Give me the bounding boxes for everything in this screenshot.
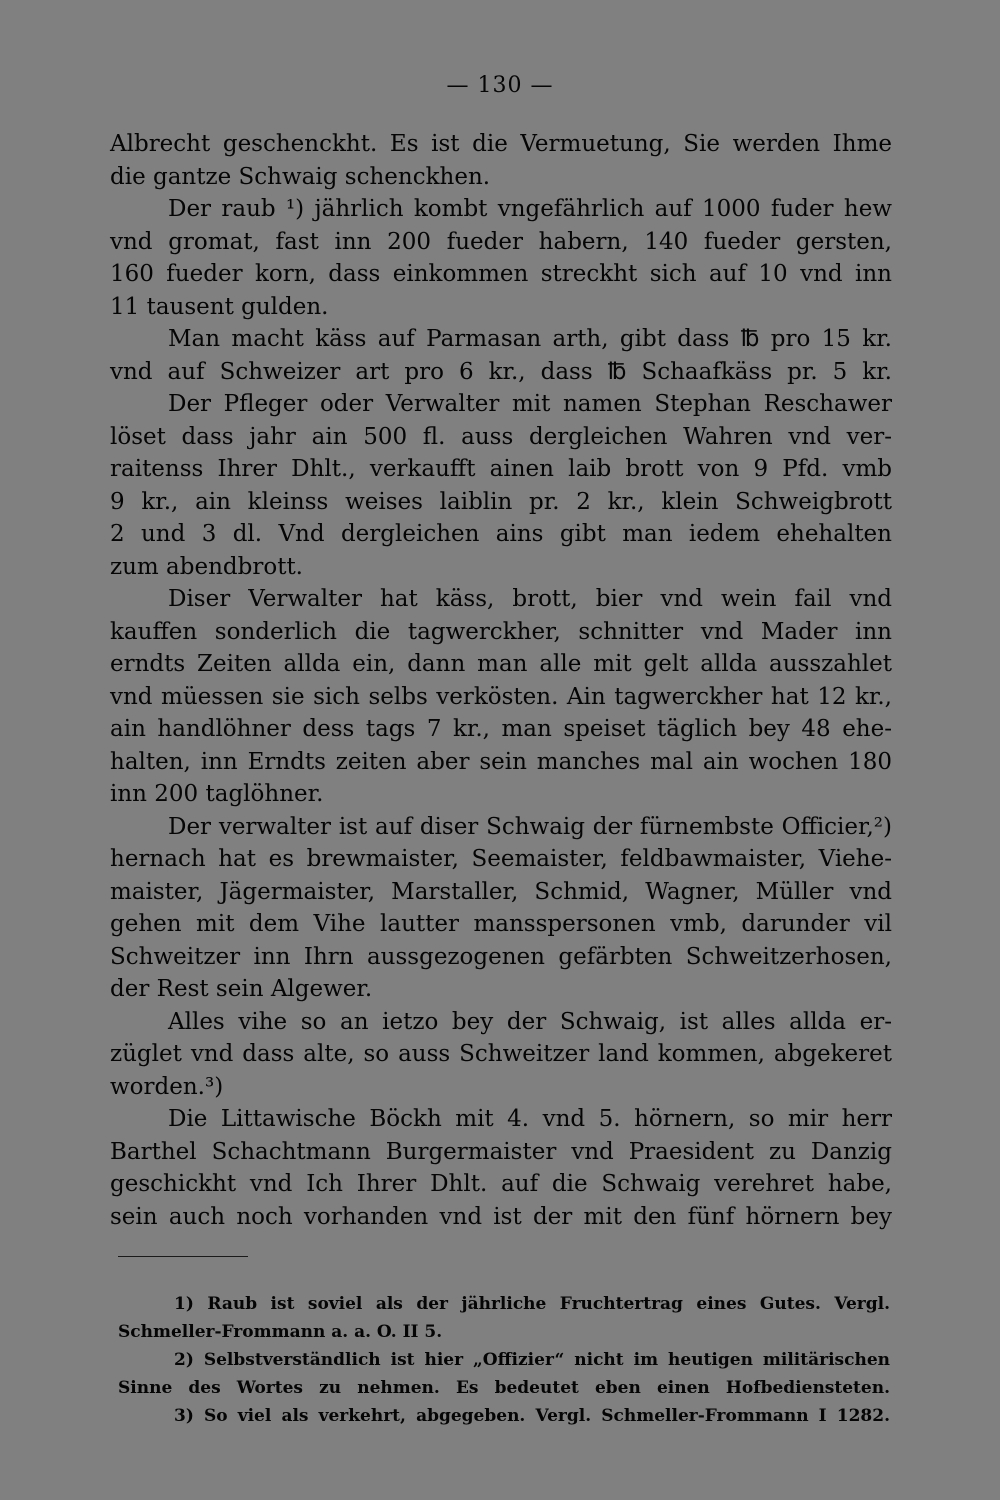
text-line: Schweitzer inn Ihrn aussgezogenen gefärbten Schweitzerhosen,	[110, 943, 892, 970]
text-line: vnd auf Schweizer art pro 6 kr., dass ℔ Schaafkäss pr. 5 kr.	[110, 358, 892, 385]
text-line: maister, Jägermaister, Marstaller, Schmid, Wagner, Müller vnd	[110, 878, 892, 905]
footnote-divider	[118, 1256, 248, 1257]
text-line: halten, inn Erndts zeiten aber sein manches mal ain wochen 180	[110, 748, 892, 775]
text-line: 11 tausent gulden.	[110, 293, 329, 320]
footnote-line: Schmeller-Frommann a. a. O. II 5.	[118, 1322, 443, 1342]
text-line: kauffen sonderlich die tagwerckher, schnitter vnd Mader inn	[110, 618, 892, 645]
text-line: Der raub ¹) jährlich kombt vngefährlich auf 1000 fuder hew	[168, 196, 892, 222]
footnotes	[118, 1290, 890, 1430]
text-line: Diser Verwalter hat käss, brott, bier vnd wein fail vnd	[168, 586, 892, 612]
text-line: 9 kr., ain kleinss weises laiblin pr. 2 kr., klein Schweigbrott	[110, 488, 892, 515]
page-number: — 130 —	[446, 73, 554, 98]
text-line: 160 fueder korn, dass einkommen streckht sich auf 10 vnd inn	[110, 261, 892, 287]
text-line: der Rest sein Algewer.	[110, 976, 373, 1002]
text-line: sein auch noch vorhanden vnd ist der mit den fünf hörnern bey	[110, 1203, 892, 1230]
text-line: zum abendbrott.	[110, 553, 303, 580]
text-line: Der Pfleger oder Verwalter mit namen Stephan Reschawer	[168, 391, 892, 417]
text-line: geschickht vnd Ich Ihrer Dhlt. auf die Schwaig verehret habe,	[110, 1171, 892, 1197]
body-text	[110, 128, 892, 1233]
footnote-line: Sinne des Wortes zu nehmen. Es bedeutet eben einen Hofbediensteten.	[118, 1378, 890, 1398]
text-line: worden.³)	[110, 1073, 224, 1100]
text-line: Alles vihe so an ietzo bey der Schwaig, ist alles allda er-	[168, 1008, 892, 1035]
text-line: ain handlöhner dess tags 7 kr., man speiset täglich bey 48 ehe-	[110, 716, 892, 742]
text-line: erndts Zeiten allda ein, dann man alle mit gelt allda ausszahlet	[110, 651, 892, 677]
text-line: Der verwalter ist auf diser Schwaig der fürnembste Officier,²)	[168, 813, 892, 840]
text-line: züglet vnd dass alte, so auss Schweitzer land kommen, abgekeret	[110, 1041, 892, 1067]
text-line: vnd gromat, fast inn 200 fueder habern, 140 fueder gersten,	[110, 228, 892, 255]
text-line: Die Littawische Böckh mit 4. vnd 5. hörnern, so mir herr	[168, 1106, 892, 1132]
text-line: hernach hat es brewmaister, Seemaister, feldbawmaister, Viehe-	[110, 846, 892, 872]
text-line: Man macht käss auf Parmasan arth, gibt dass ℔ pro 15 kr.	[168, 326, 892, 352]
footnote-line: 3) So viel als verkehrt, abgegeben. Vergl. Schmeller-Frommann I 1282.	[174, 1406, 890, 1426]
text-line: löset dass jahr ain 500 fl. auss dergleichen Wahren vnd ver-	[110, 423, 892, 450]
footnote-line: 2) Selbstverständlich ist hier „Offizier“ nicht im heutigen militärischen	[174, 1350, 890, 1370]
text-line: inn 200 taglöhner.	[110, 781, 324, 807]
text-line: Albrecht geschenckht. Es ist die Vermuetung, Sie werden Ihme	[110, 131, 892, 157]
text-line: Barthel Schachtmann Burgermaister vnd Praesident zu Danzig	[110, 1138, 892, 1165]
footnote-line: 1) Raub ist soviel als der jährliche Fruchtertrag eines Gutes. Vergl.	[174, 1294, 890, 1314]
text-line: 2 und 3 dl. Vnd dergleichen ains gibt man iedem ehehalten	[110, 521, 892, 547]
text-line: gehen mit dem Vihe lautter mansspersonen vmb, darunder vil	[110, 911, 892, 937]
text-line: die gantze Schwaig schenckhen.	[110, 163, 491, 190]
text-line: raitenss Ihrer Dhlt., verkaufft ainen laib brott von 9 Pfd. vmb	[110, 456, 892, 482]
text-line: vnd müessen sie sich selbs verkösten. Ain tagwerckher hat 12 kr.,	[110, 683, 892, 710]
